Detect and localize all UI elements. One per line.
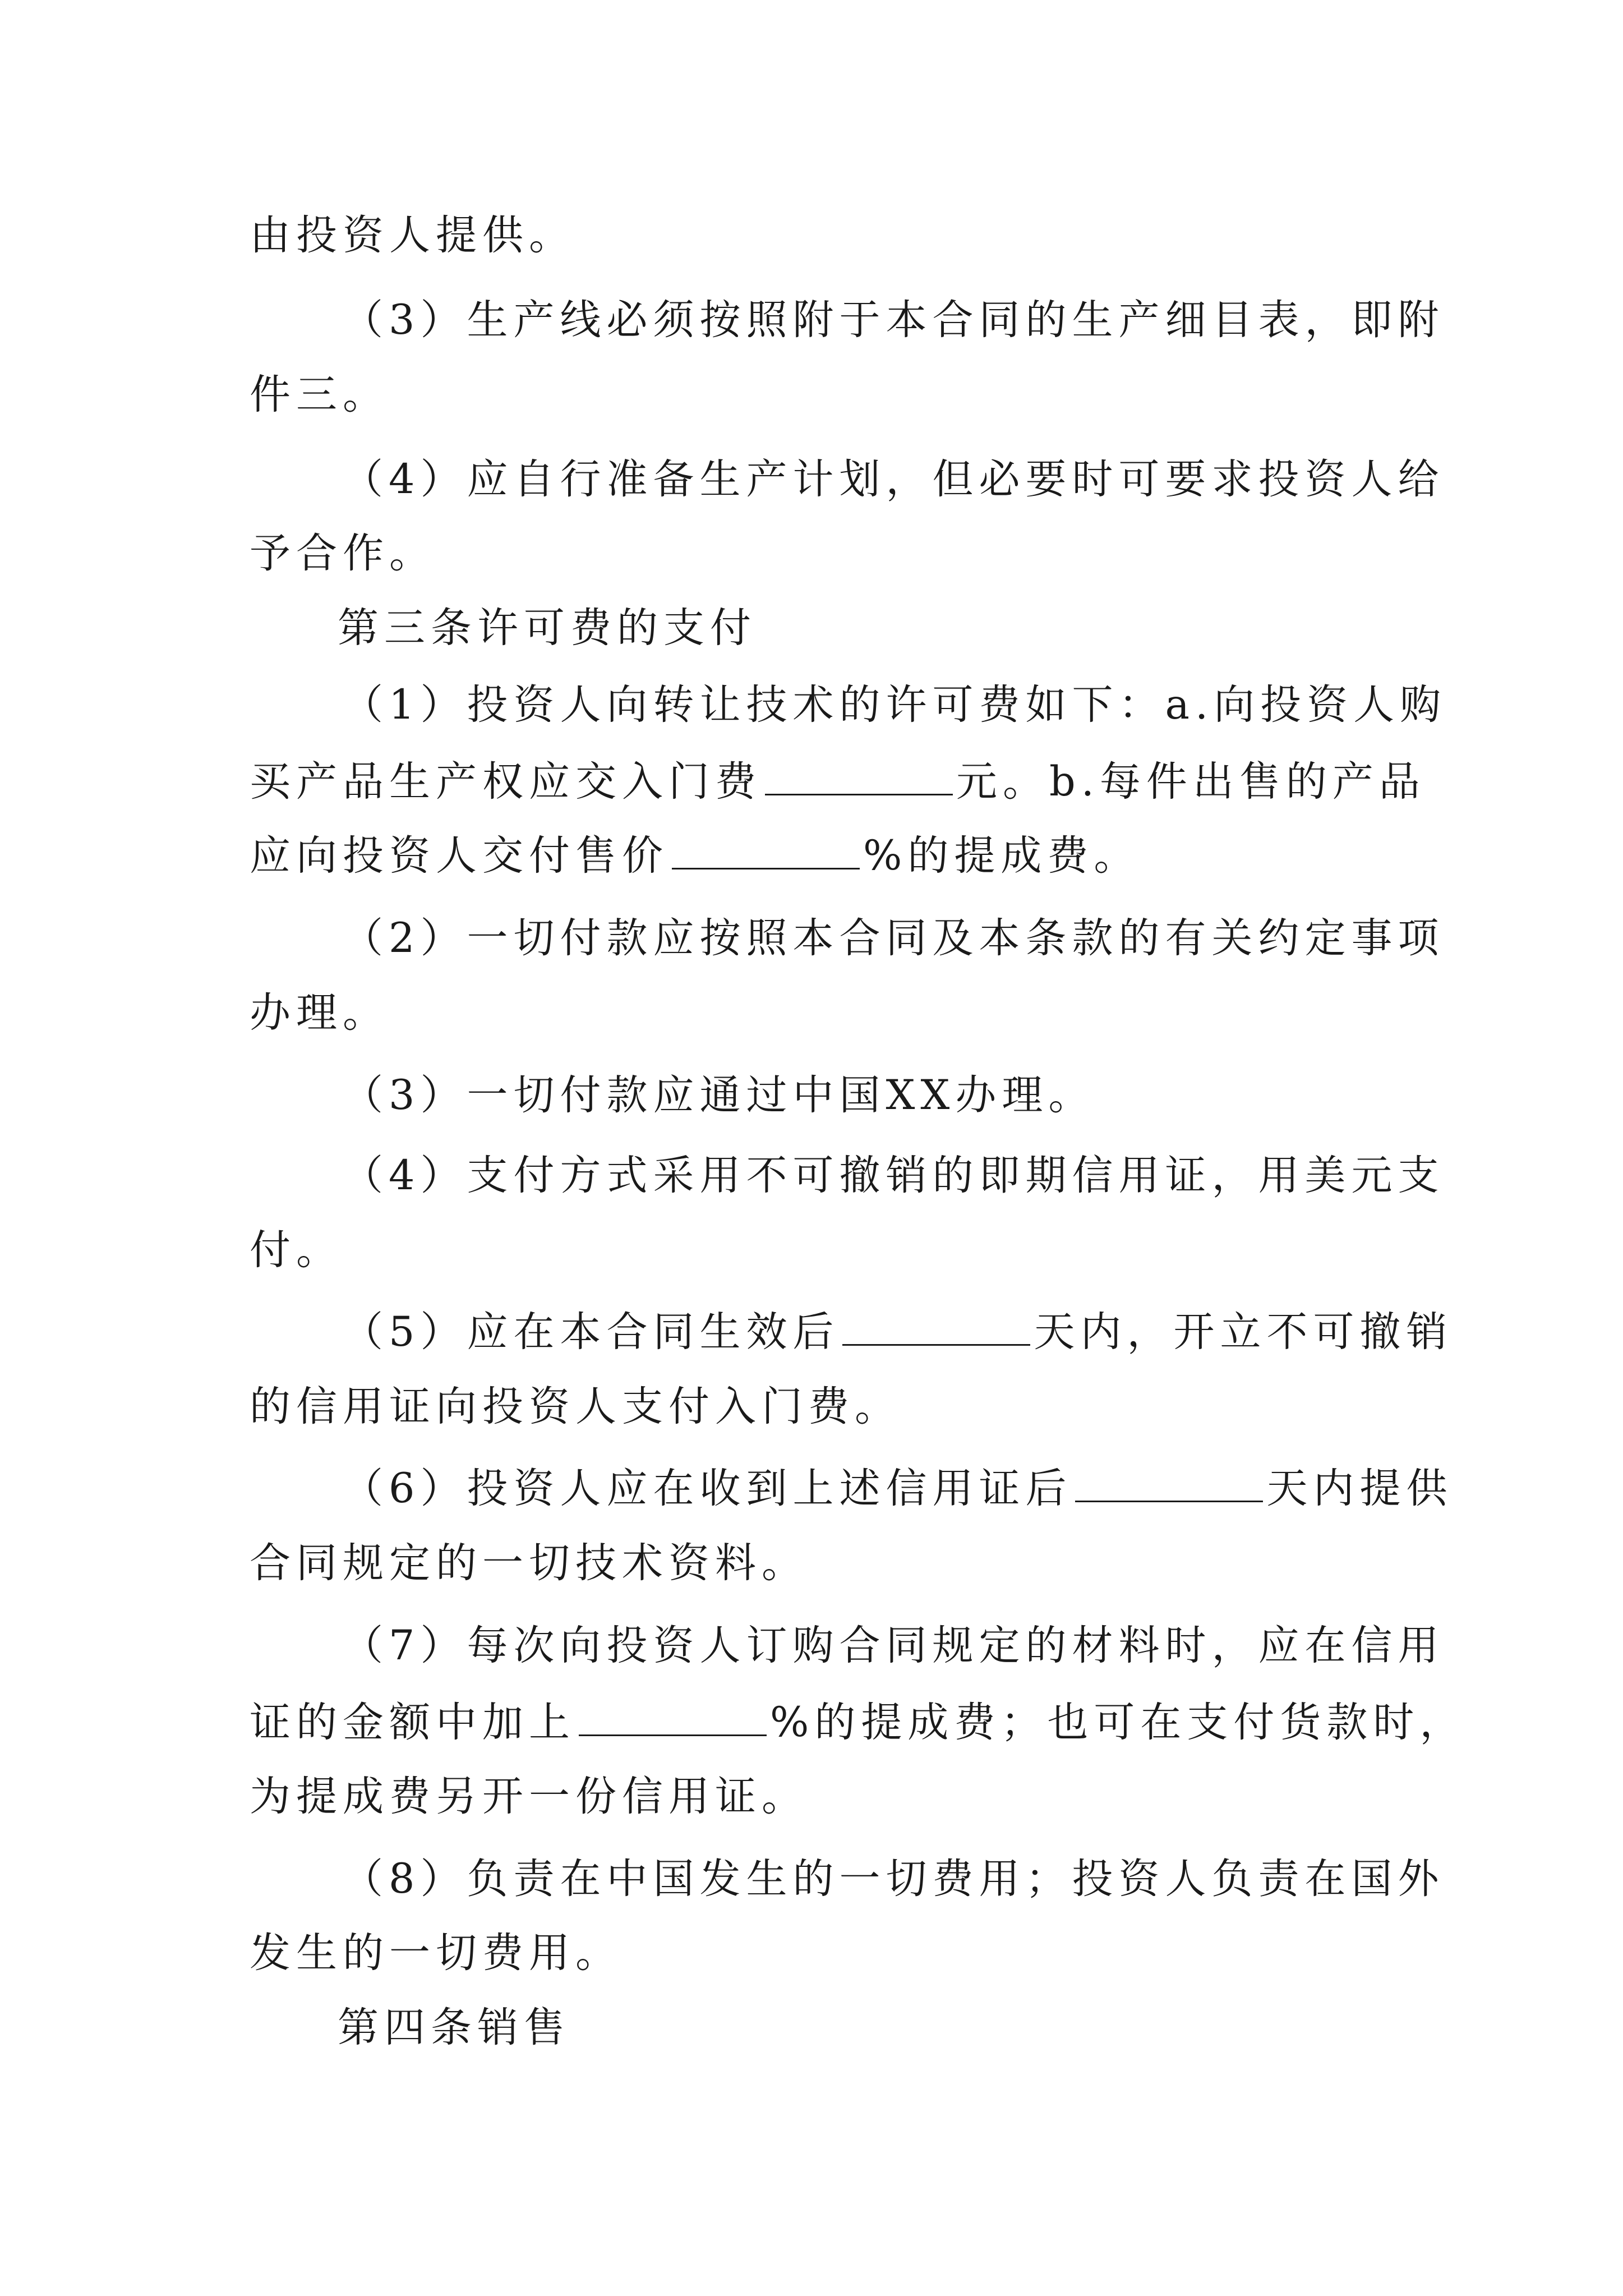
line-text: （6）投资人应在收到上述信用证后 <box>342 1465 1072 1512</box>
section-heading <box>338 600 757 656</box>
paragraph-line <box>250 367 389 423</box>
line-text: 付。 <box>250 1226 343 1274</box>
paragraph-line <box>250 1222 343 1278</box>
paragraph-line <box>342 1851 1444 1907</box>
paragraph-line <box>250 1535 808 1591</box>
paragraph-line <box>342 1461 1453 1517</box>
heading-text: 第三条许可费的支付 <box>338 604 757 652</box>
line-text: （4）应自行准备生产计划，但必要时可要求投资人给 <box>342 455 1445 503</box>
paragraph-line <box>342 1304 1453 1360</box>
line-text: 买产品生产权应交入门费 <box>250 758 762 806</box>
paragraph-line <box>342 292 1444 348</box>
line-text: 的信用证向投资人支付入门费。 <box>250 1383 901 1430</box>
line-text: 合同规定的一切技术资料。 <box>250 1539 808 1587</box>
line-text: （1）投资人向转让技术的许可费如下：a.向投资人购 <box>342 681 1447 729</box>
paragraph-line <box>342 1068 1095 1124</box>
line-text: 由投资人提供。 <box>250 211 575 259</box>
line-text: （8）负责在中国发生的一切费用；投资人负责在国外 <box>342 1855 1445 1903</box>
paragraph-line <box>342 677 1446 733</box>
line-text: （4）支付方式采用不可撤销的即期信用证，用美元支 <box>342 1152 1445 1199</box>
section-heading <box>338 2000 570 2056</box>
fill-in-blank <box>765 759 953 795</box>
paragraph-line <box>250 1379 901 1435</box>
paragraph-line <box>250 754 1426 810</box>
line-text: 予合作。 <box>250 530 436 577</box>
paragraph-line <box>250 208 575 264</box>
paragraph-line <box>342 452 1444 508</box>
line-text: （2）一切付款应按照本合同及本条款的有关约定事项 <box>342 914 1445 962</box>
fill-in-blank <box>842 1309 1030 1346</box>
line-text: 天内提供 <box>1266 1465 1453 1512</box>
paragraph-line <box>250 1769 808 1825</box>
paragraph-line <box>250 526 436 582</box>
line-text: 应向投资人交付售价 <box>250 832 668 880</box>
fill-in-blank <box>579 1700 767 1736</box>
paragraph-line <box>250 1695 1466 1751</box>
paragraph-line <box>342 1148 1444 1204</box>
line-text: 证的金额中加上 <box>250 1699 575 1746</box>
paragraph-line <box>342 910 1444 967</box>
line-text: %的提成费。 <box>863 832 1141 880</box>
line-text: （3）生产线必须按照附于本合同的生产细目表，即附 <box>342 296 1445 344</box>
line-text: 天内，开立不可撤销 <box>1034 1308 1453 1356</box>
line-text: （3）一切付款应通过中国XX办理。 <box>342 1071 1095 1119</box>
paragraph-line <box>250 828 1140 884</box>
paragraph-line <box>250 1925 622 1981</box>
paragraph-line <box>342 1618 1444 1674</box>
heading-text: 第四条销售 <box>338 2004 570 2051</box>
paragraph-line <box>250 985 389 1041</box>
line-text: 件三。 <box>250 371 389 418</box>
line-text: 元。b.每件出售的产品 <box>956 758 1426 806</box>
fill-in-blank <box>672 833 860 869</box>
line-text: （5）应在本合同生效后 <box>342 1308 840 1356</box>
line-text: 为提成费另开一份信用证。 <box>250 1773 808 1820</box>
line-text: %的提成费；也可在支付货款时， <box>770 1699 1467 1746</box>
fill-in-blank <box>1075 1466 1263 1502</box>
line-text: 办理。 <box>250 989 389 1037</box>
line-text: 发生的一切费用。 <box>250 1929 622 1977</box>
line-text: （7）每次向投资人订购合同规定的材料时，应在信用 <box>342 1622 1445 1669</box>
